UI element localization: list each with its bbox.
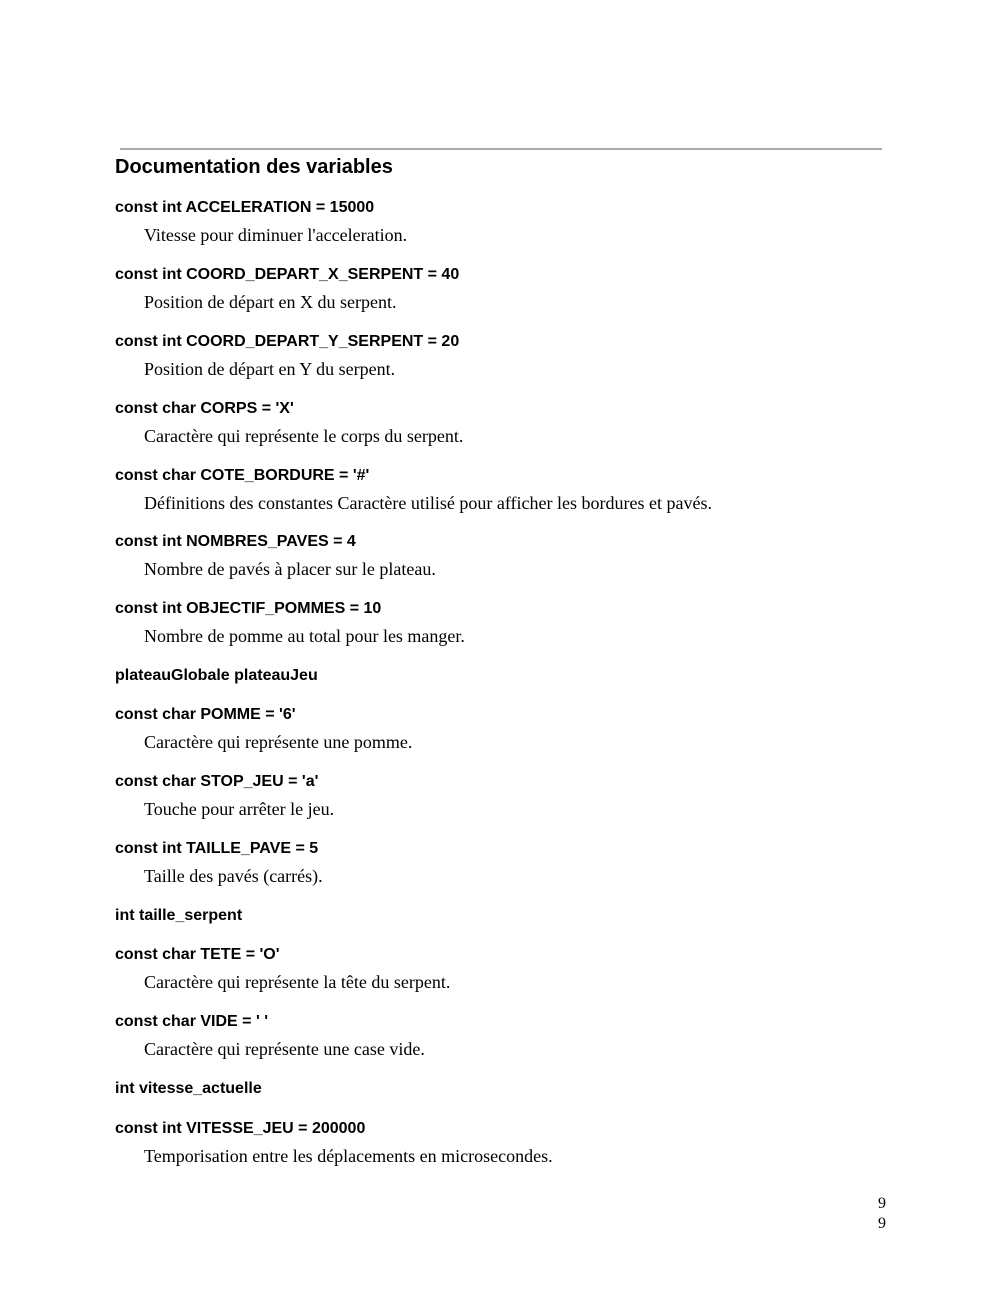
variable-description: Touche pour arrêter le jeu. — [144, 799, 335, 819]
variable-description: Définitions des constantes Caractère utilisé pour afficher les bordures et pavés. — [144, 493, 712, 513]
variable-description: Caractère qui représente la tête du serpent. — [144, 972, 451, 992]
variable-declaration: const char STOP_JEU = 'a' — [115, 773, 319, 790]
variable-declaration: const char VIDE = ' ' — [115, 1013, 268, 1030]
variable-declaration: int taille_serpent — [115, 907, 243, 924]
variable-declaration: const char CORPS = 'X' — [115, 400, 294, 417]
variable-description: Taille des pavés (carrés). — [144, 866, 323, 886]
variable-description: Caractère qui représente le corps du serpent. — [144, 426, 464, 446]
variable-declaration: const int COORD_DEPART_Y_SERPENT = 20 — [115, 333, 460, 350]
variable-description: Temporisation entre les déplacements en microsecondes. — [144, 1146, 553, 1166]
variable-declaration: const char POMME = '6' — [115, 706, 296, 723]
variable-description: Position de départ en Y du serpent. — [144, 359, 396, 379]
variable-description: Nombre de pavés à placer sur le plateau. — [144, 559, 436, 579]
variable-declaration: const int OBJECTIF_POMMES = 10 — [115, 600, 382, 617]
variable-declaration: const int VITESSE_JEU = 200000 — [115, 1120, 366, 1137]
variable-declaration: const int ACCELERATION = 15000 — [115, 199, 375, 216]
page-number: 9 — [878, 1215, 886, 1232]
page-number: 9 — [878, 1195, 886, 1212]
variable-description: Caractère qui représente une case vide. — [144, 1039, 425, 1059]
variable-description: Position de départ en X du serpent. — [144, 292, 397, 312]
variable-declaration: const int COORD_DEPART_X_SERPENT = 40 — [115, 266, 460, 283]
variable-declaration: const int NOMBRES_PAVES = 4 — [115, 533, 356, 550]
variable-declaration: const char TETE = 'O' — [115, 946, 280, 963]
section-title: Documentation des variables — [115, 156, 393, 178]
variable-description: Caractère qui représente une pomme. — [144, 732, 413, 752]
variable-declaration: plateauGlobale plateauJeu — [115, 667, 318, 684]
variable-declaration: const int TAILLE_PAVE = 5 — [115, 840, 319, 857]
variable-description: Nombre de pomme au total pour les manger. — [144, 626, 465, 646]
variable-declaration: int vitesse_actuelle — [115, 1080, 262, 1097]
variable-declaration: const char COTE_BORDURE = '#' — [115, 467, 370, 484]
variable-description: Vitesse pour diminuer l'acceleration. — [144, 225, 408, 245]
